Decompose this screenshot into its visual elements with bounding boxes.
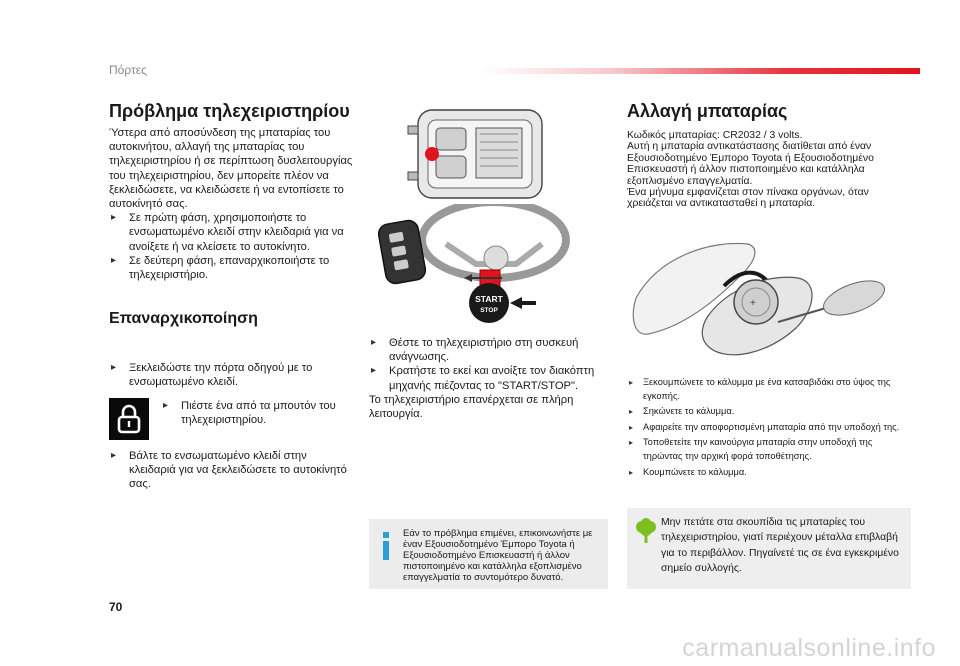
battery-warning-message: Ένα μήνυμα εμφανίζεται στον πίνακα οργάνων, όταν χρειάζεται να αντικατασταθεί η μπαταρία. bbox=[627, 187, 869, 210]
reinit-step-1: ▸ Ξεκλειδώστε την πόρτα οδηγού με το ενσωματωμένο κλειδί. bbox=[109, 361, 349, 389]
info-note-box bbox=[369, 519, 608, 589]
battery-step-5: ▸ Κουμπώνετε το κάλυμμα. bbox=[627, 466, 912, 480]
battery-availability: Αυτή η μπαταρία αντικατάστασης διατίθεται από έναν Εξουσιοδοτημένο Έμπορο Toyota ή Εξουσιοδοτημένο Επισκευαστή ή άλλον πιστοποιημένο και κατάλληλα εξοπλισμένο επαγγελματία. bbox=[627, 141, 874, 187]
car-top-view-illustration bbox=[406, 106, 554, 200]
battery-step-1: ▸ Ξεκουμπώνετε το κάλυμμα με ένα κατσαβιδάκι στο ύψος της εγκοπής. bbox=[627, 376, 912, 403]
info-note-text: Εάν το πρόβλημα επιμένει, επικοινωνήστε με έναν Εξουσιοδοτημένο Έμπορο Toyota ή Εξουσιοδοτημένο Επισκευαστή ή άλλον πιστοποιημένο και κατάλληλα εξοπλισμένο επαγγελματία το συντομότερο δυνατό. bbox=[403, 528, 593, 583]
stop-label: STOP bbox=[480, 307, 498, 314]
reinit-steps-continued bbox=[369, 336, 609, 421]
reinit-step-4: ▸ Θέστε το τηλεχειριστήριο στη συσκευή ανάγνωσης. bbox=[369, 336, 609, 364]
battery-info bbox=[627, 130, 912, 210]
reinit-step-3: ▸ Βάλτε το ενσωματωμένο κλειδί στην κλειδαριά για να ξεκλειδώσετε το αυτοκίνητό σας. bbox=[109, 449, 349, 492]
reinit-heading: Επαναρχικοποίηση bbox=[109, 310, 258, 327]
problem-section bbox=[109, 126, 371, 282]
problem-step-2: ▸ Σε δεύτερη φάση, επαναρχικοποιήστε το τηλεχειριστήριο. bbox=[109, 254, 371, 282]
problem-heading: Πρόβλημα τηλεχειριστηρίου bbox=[109, 101, 350, 121]
coin-battery bbox=[734, 280, 778, 324]
reinit-step-5: ▸ Κρατήστε το εκεί και ανοίξτε τον διακόπτη μηχανής πιέζοντας το "START/STOP". bbox=[369, 364, 609, 392]
padlock-icon bbox=[117, 404, 141, 434]
battery-step-4: ▸ Τοποθετείτε την καινούργια μπαταρία στην υποδοχή της τηρώντας την αρχική φορά τοποθέτησης. bbox=[627, 436, 912, 463]
watermark: carmanualsonline.info bbox=[682, 634, 936, 662]
start-label: START bbox=[475, 294, 503, 304]
header-accent-line bbox=[480, 68, 920, 74]
battery-steps bbox=[627, 376, 912, 481]
reinit-step-2: ▸ Πιέστε ένα από τα μπουτόν του τηλεχειριστηρίου. bbox=[161, 399, 376, 427]
key-fob-icon bbox=[377, 219, 427, 285]
tree-eco-icon bbox=[635, 518, 657, 544]
reinit-step-1-block bbox=[109, 361, 349, 389]
battery-code: Κωδικός μπαταρίας: CR2032 / 3 volts. bbox=[627, 130, 803, 141]
eco-note-box bbox=[627, 508, 911, 589]
lock-button-box bbox=[109, 398, 149, 440]
battery-step-3: ▸ Αφαιρείτε την αποφορτισμένη μπαταρία από την υποδοχή της. bbox=[627, 421, 912, 435]
info-icon bbox=[380, 531, 392, 561]
page-number: 70 bbox=[109, 600, 123, 614]
reinit-step-2-block bbox=[161, 399, 376, 427]
arrow-left-icon bbox=[510, 297, 536, 309]
svg-text:+: + bbox=[750, 298, 756, 309]
battery-step-2: ▸ Σηκώνετε το κάλυμμα. bbox=[627, 405, 912, 419]
start-stop-button-illustration bbox=[468, 282, 538, 324]
reinit-result: Το τηλεχειριστήριο επανέρχεται σε πλήρη λειτουργία. bbox=[369, 393, 574, 421]
eco-note-text: Μην πετάτε στα σκουπίδια τις μπαταρίες του τηλεχειριστηρίου, γιατί περιέχουν μέταλλα επιβλαβή για το περιβάλλον. Πηγαίνετέ τις σε ένα εγκεκριμένο σημείο συλλογής. bbox=[661, 517, 899, 575]
reinit-step-3-block bbox=[109, 449, 349, 492]
chapter-title: Πόρτες bbox=[109, 63, 147, 77]
battery-heading: Αλλαγή μπαταρίας bbox=[627, 101, 788, 121]
problem-step-1: ▸ Σε πρώτη φάση, χρησιμοποιήστε το ενσωματωμένο κλειδί στην κλειδαριά για να ανοίξετε ή να κλείσετε το αυτοκίνητο. bbox=[109, 211, 371, 254]
problem-intro: Ύστερα από αποσύνδεση της μπαταρίας του αυτοκινήτου, αλλαγή της μπαταρίας του τηλεχειριστηρίου ή σε περίπτωση δυσλειτουργίας του τηλεχειριστηρίου, δεν μπορείτε πλέον να ξεκλειδώσετε, να κλειδώσετε ή να εντοπίσετε το αυτοκίνητό σας. bbox=[109, 127, 353, 211]
battery-replacement-illustration bbox=[628, 238, 913, 370]
